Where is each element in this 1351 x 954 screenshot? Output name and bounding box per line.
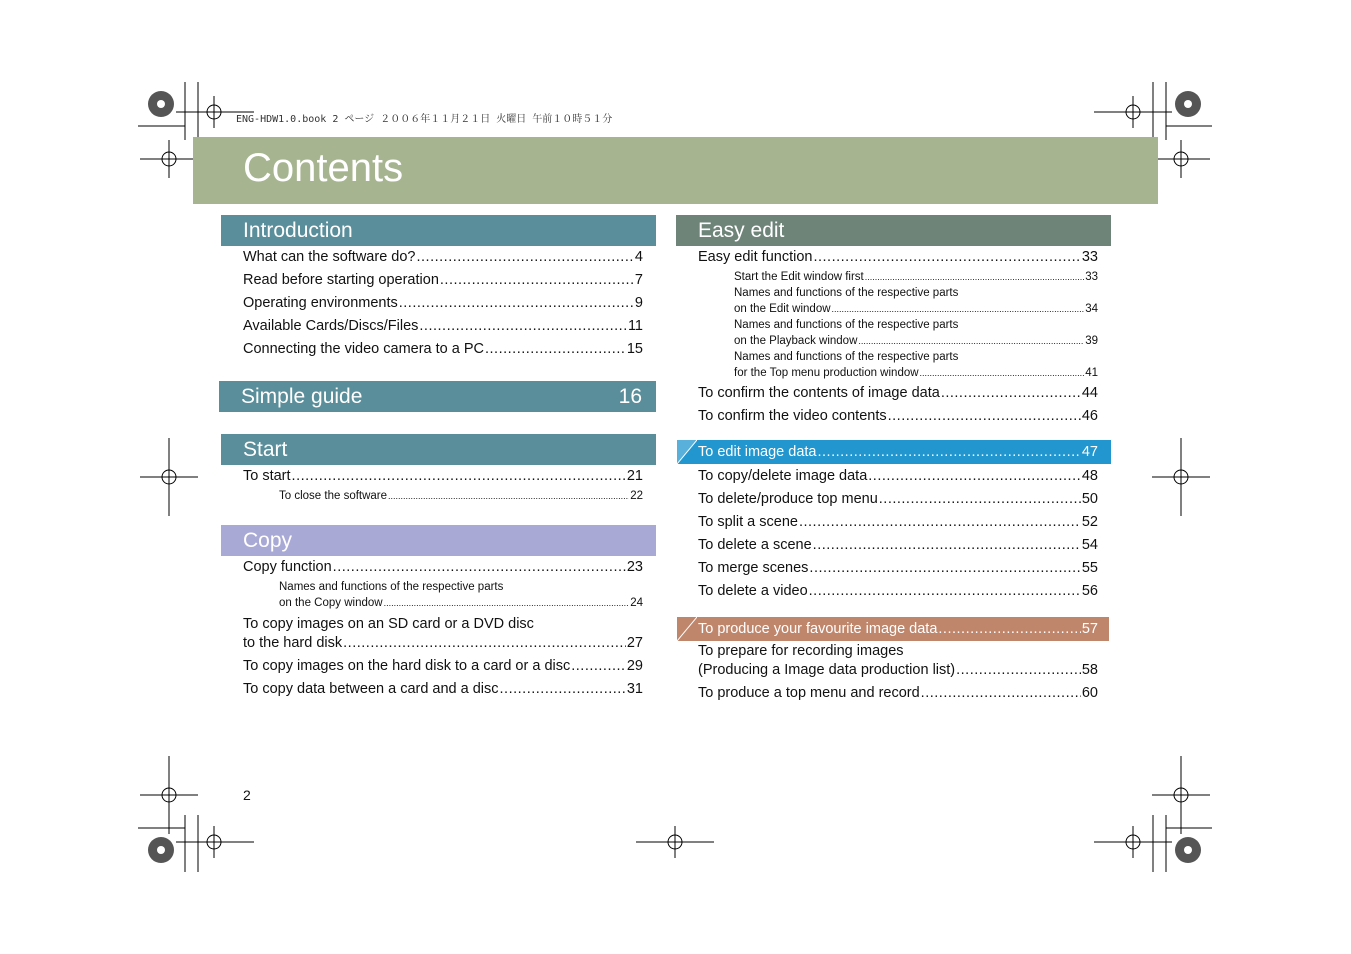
section-introduction-heading: Introduction bbox=[243, 219, 353, 242]
toc-entry[interactable]: To copy data between a card and a disc ..... 31 bbox=[243, 678, 643, 701]
toc-entry[interactable]: To copy/delete image data ..... 48 bbox=[698, 465, 1098, 488]
toc-entry[interactable]: To copy images on an SD card or a DVD disc to the hard disk ..... 27 bbox=[243, 615, 643, 653]
toc-entry[interactable]: To prepare for recording images (Producing a Image data production list) ..... 58 bbox=[698, 642, 1098, 680]
introduction-list bbox=[243, 246, 643, 361]
section-copy-heading: Copy bbox=[243, 529, 293, 552]
section-simple-guide-heading: Simple guide bbox=[241, 385, 363, 408]
edit-image-data-list bbox=[698, 465, 1098, 603]
section-copy[interactable] bbox=[221, 525, 656, 556]
page-title: Contents bbox=[243, 146, 404, 190]
toc-entry[interactable]: To delete a video ..... 56 bbox=[698, 580, 1098, 603]
toc-entry[interactable]: To delete a scene ..... 54 bbox=[698, 534, 1098, 557]
toc-entry[interactable]: To copy images on the hard disk to a card or a disc ..... 29 bbox=[243, 655, 643, 678]
toc-entry[interactable]: To merge scenes ..... 55 bbox=[698, 557, 1098, 580]
page-number: 2 bbox=[243, 787, 251, 803]
toc-subentry[interactable]: Names and functions of the respective parts for the Top menu production window ..... 41 bbox=[734, 349, 1098, 381]
toc-entry[interactable]: Copy function ..... 23 bbox=[243, 556, 643, 579]
toc-entry[interactable]: To split a scene ..... 52 bbox=[698, 511, 1098, 534]
toc-subentry[interactable]: Names and functions of the respective parts on the Copy window ..... 24 bbox=[279, 579, 643, 611]
easy-edit-list bbox=[698, 246, 1098, 428]
section-easy-edit-heading: Easy edit bbox=[698, 219, 785, 242]
toc-entry[interactable]: To produce a top menu and record ..... 60 bbox=[698, 682, 1098, 705]
produce-favourite-list bbox=[698, 642, 1098, 705]
toc-entry[interactable]: Easy edit function ..... 33 bbox=[698, 246, 1098, 269]
section-simple-guide-page: 16 bbox=[618, 385, 642, 408]
section-edit-image-data[interactable]: To edit image data ..... 47 bbox=[677, 440, 1111, 464]
toc-subentry[interactable]: Start the Edit window first ..... 33 bbox=[734, 269, 1098, 285]
section-start[interactable] bbox=[221, 434, 656, 465]
toc-entry[interactable]: To start ..... 21 bbox=[243, 465, 643, 488]
toc-entry[interactable]: What can the software do? ..... 4 bbox=[243, 246, 643, 269]
start-list bbox=[243, 465, 643, 504]
section-produce-favourite[interactable]: To produce your favourite image data ..... 57 bbox=[677, 617, 1109, 641]
toc-entry[interactable]: To confirm the video contents ..... 46 bbox=[698, 405, 1098, 428]
section-easy-edit[interactable] bbox=[676, 215, 1111, 246]
toc-subentry[interactable]: Names and functions of the respective parts on the Edit window ..... 34 bbox=[734, 285, 1098, 317]
print-header: ENG-HDW1.0.book 2 ページ ２００６年１１月２１日 火曜日 午前１０時５１分 bbox=[236, 114, 613, 125]
toc-subentry[interactable]: To close the software ..... 22 bbox=[279, 488, 643, 504]
toc-entry[interactable]: Connecting the video camera to a PC ..... 15 bbox=[243, 338, 643, 361]
section-simple-guide[interactable] bbox=[219, 381, 656, 412]
toc-subentry[interactable]: Names and functions of the respective parts on the Playback window ..... 39 bbox=[734, 317, 1098, 349]
toc-entry[interactable]: To delete/produce top menu ..... 50 bbox=[698, 488, 1098, 511]
toc-entry[interactable]: Operating environments ..... 9 bbox=[243, 292, 643, 315]
toc-entry[interactable]: Read before starting operation ..... 7 bbox=[243, 269, 643, 292]
section-start-heading: Start bbox=[243, 438, 288, 461]
section-corner-accent bbox=[677, 440, 697, 464]
copy-list bbox=[243, 556, 643, 701]
toc-entry[interactable]: To confirm the contents of image data ..... 44 bbox=[698, 382, 1098, 405]
section-corner-accent bbox=[677, 617, 697, 641]
section-introduction[interactable] bbox=[221, 215, 656, 246]
toc-entry[interactable]: Available Cards/Discs/Files ..... 11 bbox=[243, 315, 643, 338]
